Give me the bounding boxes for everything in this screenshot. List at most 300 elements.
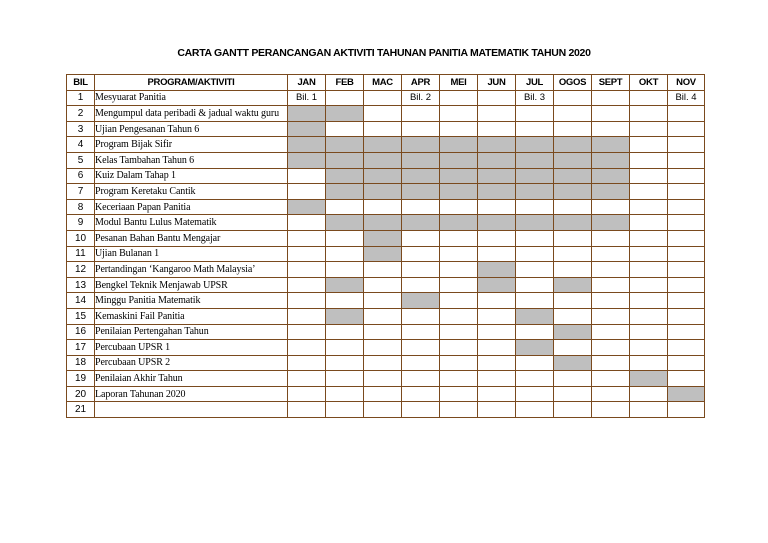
header-row bbox=[67, 75, 705, 91]
table-row bbox=[67, 121, 705, 137]
month-cell: Bil. 1 bbox=[288, 90, 326, 106]
row-number: 21 bbox=[67, 402, 95, 418]
month-cell bbox=[668, 371, 705, 387]
month-cell-scheduled bbox=[440, 152, 478, 168]
month-cell bbox=[554, 199, 592, 215]
month-cell bbox=[630, 152, 668, 168]
row-number: 2 bbox=[67, 106, 95, 122]
row-number: 16 bbox=[67, 324, 95, 340]
gantt-table bbox=[66, 74, 705, 418]
month-cell-scheduled bbox=[516, 184, 554, 200]
month-cell-scheduled bbox=[554, 355, 592, 371]
month-cell bbox=[668, 106, 705, 122]
row-number: 17 bbox=[67, 340, 95, 356]
month-cell bbox=[402, 355, 440, 371]
month-cell-scheduled bbox=[554, 215, 592, 231]
month-cell bbox=[288, 246, 326, 262]
row-number: 18 bbox=[67, 355, 95, 371]
activity-name: Pesanan Bahan Bantu Mengajar bbox=[95, 230, 288, 246]
month-cell-scheduled bbox=[554, 137, 592, 153]
month-cell-scheduled bbox=[554, 324, 592, 340]
month-cell-scheduled bbox=[516, 168, 554, 184]
month-cell bbox=[592, 308, 630, 324]
month-cell bbox=[478, 293, 516, 309]
month-cell bbox=[440, 246, 478, 262]
month-cell bbox=[402, 402, 440, 418]
month-cell bbox=[554, 340, 592, 356]
month-cell-scheduled bbox=[326, 106, 364, 122]
month-cell bbox=[288, 293, 326, 309]
month-cell-scheduled bbox=[516, 215, 554, 231]
month-cell-scheduled bbox=[364, 230, 402, 246]
row-number: 3 bbox=[67, 121, 95, 137]
month-cell bbox=[288, 324, 326, 340]
month-cell-scheduled bbox=[326, 308, 364, 324]
month-cell bbox=[630, 90, 668, 106]
row-number: 20 bbox=[67, 386, 95, 402]
row-number: 7 bbox=[67, 184, 95, 200]
month-cell bbox=[326, 230, 364, 246]
month-cell bbox=[516, 386, 554, 402]
activity-name: Kuiz Dalam Tahap 1 bbox=[95, 168, 288, 184]
month-cell bbox=[326, 324, 364, 340]
header-month-feb: FEB bbox=[326, 75, 364, 91]
month-cell bbox=[592, 355, 630, 371]
month-cell bbox=[402, 262, 440, 278]
month-cell-scheduled bbox=[440, 184, 478, 200]
header-bil: BIL bbox=[67, 75, 95, 91]
activity-name: Percubaan UPSR 1 bbox=[95, 340, 288, 356]
table-row bbox=[67, 168, 705, 184]
table-row bbox=[67, 90, 705, 106]
activity-name: Mengumpul data peribadi & jadual waktu guru bbox=[95, 106, 288, 122]
month-cell-scheduled bbox=[326, 277, 364, 293]
month-cell-scheduled bbox=[478, 168, 516, 184]
month-cell-scheduled bbox=[288, 106, 326, 122]
month-cell bbox=[326, 402, 364, 418]
month-cell-scheduled bbox=[668, 386, 705, 402]
month-cell bbox=[516, 402, 554, 418]
activity-name: Keceriaan Papan Panitia bbox=[95, 199, 288, 215]
row-number: 4 bbox=[67, 137, 95, 153]
month-cell bbox=[630, 386, 668, 402]
month-cell: Bil. 2 bbox=[402, 90, 440, 106]
month-cell-scheduled bbox=[440, 215, 478, 231]
month-cell bbox=[402, 277, 440, 293]
month-cell bbox=[402, 386, 440, 402]
month-cell bbox=[402, 340, 440, 356]
month-cell bbox=[668, 246, 705, 262]
month-cell bbox=[326, 121, 364, 137]
month-cell-scheduled bbox=[592, 137, 630, 153]
month-cell bbox=[478, 246, 516, 262]
month-cell-scheduled bbox=[288, 137, 326, 153]
month-cell bbox=[288, 386, 326, 402]
month-cell bbox=[554, 262, 592, 278]
month-cell-scheduled bbox=[326, 215, 364, 231]
month-cell bbox=[478, 324, 516, 340]
header-month-jan: JAN bbox=[288, 75, 326, 91]
month-cell bbox=[326, 340, 364, 356]
month-cell bbox=[592, 199, 630, 215]
month-cell bbox=[478, 199, 516, 215]
header-month-jun: JUN bbox=[478, 75, 516, 91]
month-cell bbox=[668, 168, 705, 184]
month-cell bbox=[326, 355, 364, 371]
month-cell-scheduled bbox=[364, 246, 402, 262]
month-cell bbox=[630, 215, 668, 231]
month-cell bbox=[516, 262, 554, 278]
month-cell bbox=[592, 90, 630, 106]
month-cell bbox=[326, 371, 364, 387]
month-cell bbox=[592, 230, 630, 246]
month-cell bbox=[288, 215, 326, 231]
month-cell bbox=[402, 246, 440, 262]
month-cell bbox=[364, 199, 402, 215]
activity-name: Modul Bantu Lulus Matematik bbox=[95, 215, 288, 231]
month-cell-scheduled bbox=[592, 152, 630, 168]
table-row bbox=[67, 152, 705, 168]
month-cell-scheduled bbox=[402, 293, 440, 309]
month-cell bbox=[364, 340, 402, 356]
month-cell bbox=[440, 371, 478, 387]
month-cell-scheduled bbox=[516, 308, 554, 324]
month-cell bbox=[554, 386, 592, 402]
month-cell bbox=[630, 355, 668, 371]
row-number: 14 bbox=[67, 293, 95, 309]
header-program: PROGRAM/AKTIVITI bbox=[95, 75, 288, 91]
month-cell bbox=[440, 386, 478, 402]
month-cell bbox=[478, 90, 516, 106]
month-cell bbox=[364, 308, 402, 324]
month-cell bbox=[554, 293, 592, 309]
month-cell bbox=[440, 121, 478, 137]
activity-name: Pertandingan ‘Kangaroo Math Malaysia’ bbox=[95, 262, 288, 278]
month-cell bbox=[668, 293, 705, 309]
month-cell bbox=[288, 308, 326, 324]
month-cell bbox=[516, 293, 554, 309]
month-cell bbox=[668, 402, 705, 418]
month-cell bbox=[440, 308, 478, 324]
activity-name: Penilaian Pertengahan Tahun bbox=[95, 324, 288, 340]
month-cell bbox=[440, 262, 478, 278]
month-cell bbox=[630, 121, 668, 137]
month-cell bbox=[592, 246, 630, 262]
table-row bbox=[67, 277, 705, 293]
table-row bbox=[67, 402, 705, 418]
month-cell bbox=[364, 277, 402, 293]
month-cell bbox=[668, 152, 705, 168]
month-cell bbox=[478, 355, 516, 371]
month-cell bbox=[630, 137, 668, 153]
table-row bbox=[67, 371, 705, 387]
month-cell bbox=[440, 230, 478, 246]
month-cell bbox=[288, 184, 326, 200]
month-cell bbox=[288, 168, 326, 184]
month-cell-scheduled bbox=[592, 168, 630, 184]
month-cell bbox=[288, 277, 326, 293]
month-cell bbox=[554, 90, 592, 106]
month-cell bbox=[630, 324, 668, 340]
month-cell bbox=[592, 106, 630, 122]
activity-name: Ujian Bulanan 1 bbox=[95, 246, 288, 262]
month-cell bbox=[668, 340, 705, 356]
activity-name: Ujian Pengesanan Tahun 6 bbox=[95, 121, 288, 137]
month-cell-scheduled bbox=[288, 121, 326, 137]
month-cell-scheduled bbox=[364, 184, 402, 200]
table-row bbox=[67, 386, 705, 402]
table-row bbox=[67, 340, 705, 356]
month-cell bbox=[516, 371, 554, 387]
month-cell bbox=[440, 199, 478, 215]
month-cell-scheduled bbox=[364, 168, 402, 184]
month-cell bbox=[668, 137, 705, 153]
month-cell bbox=[326, 199, 364, 215]
month-cell bbox=[630, 262, 668, 278]
month-cell bbox=[440, 293, 478, 309]
row-number: 13 bbox=[67, 277, 95, 293]
row-number: 10 bbox=[67, 230, 95, 246]
month-cell-scheduled bbox=[478, 137, 516, 153]
month-cell-scheduled bbox=[402, 152, 440, 168]
row-number: 9 bbox=[67, 215, 95, 231]
month-cell-scheduled bbox=[554, 277, 592, 293]
month-cell-scheduled bbox=[554, 168, 592, 184]
month-cell bbox=[364, 402, 402, 418]
activity-name: Penilaian Akhir Tahun bbox=[95, 371, 288, 387]
month-cell bbox=[554, 230, 592, 246]
month-cell bbox=[440, 324, 478, 340]
row-number: 8 bbox=[67, 199, 95, 215]
gantt-body bbox=[67, 90, 705, 417]
header-month-mac: MAC bbox=[364, 75, 402, 91]
month-cell bbox=[668, 215, 705, 231]
month-cell bbox=[516, 121, 554, 137]
activity-name: Program Bijak Sifir bbox=[95, 137, 288, 153]
month-cell bbox=[592, 402, 630, 418]
month-cell bbox=[478, 340, 516, 356]
month-cell bbox=[516, 277, 554, 293]
header-month-okt: OKT bbox=[630, 75, 668, 91]
row-number: 15 bbox=[67, 308, 95, 324]
month-cell bbox=[668, 277, 705, 293]
month-cell-scheduled bbox=[364, 215, 402, 231]
month-cell bbox=[516, 246, 554, 262]
month-cell bbox=[326, 246, 364, 262]
month-cell-scheduled bbox=[326, 137, 364, 153]
month-cell bbox=[592, 262, 630, 278]
header-month-jul: JUL bbox=[516, 75, 554, 91]
month-cell-scheduled bbox=[630, 371, 668, 387]
month-cell bbox=[668, 262, 705, 278]
month-cell bbox=[630, 199, 668, 215]
month-cell bbox=[440, 355, 478, 371]
month-cell-scheduled bbox=[478, 184, 516, 200]
table-row bbox=[67, 324, 705, 340]
month-cell-scheduled bbox=[364, 152, 402, 168]
month-cell bbox=[630, 340, 668, 356]
month-cell bbox=[668, 199, 705, 215]
month-cell bbox=[402, 371, 440, 387]
month-cell-scheduled bbox=[478, 152, 516, 168]
row-number: 1 bbox=[67, 90, 95, 106]
month-cell bbox=[402, 308, 440, 324]
row-number: 6 bbox=[67, 168, 95, 184]
month-cell bbox=[364, 355, 402, 371]
month-cell-scheduled bbox=[478, 277, 516, 293]
month-cell-scheduled bbox=[440, 137, 478, 153]
month-cell bbox=[402, 121, 440, 137]
month-cell: Bil. 3 bbox=[516, 90, 554, 106]
month-cell bbox=[630, 246, 668, 262]
table-row bbox=[67, 262, 705, 278]
month-cell bbox=[516, 230, 554, 246]
month-cell bbox=[592, 386, 630, 402]
month-cell bbox=[326, 262, 364, 278]
month-cell-scheduled bbox=[326, 184, 364, 200]
table-row bbox=[67, 215, 705, 231]
month-cell-scheduled bbox=[478, 262, 516, 278]
table-row bbox=[67, 184, 705, 200]
month-cell bbox=[288, 230, 326, 246]
month-cell-scheduled bbox=[554, 152, 592, 168]
month-cell bbox=[554, 246, 592, 262]
month-cell bbox=[478, 371, 516, 387]
month-cell bbox=[364, 324, 402, 340]
month-cell bbox=[668, 308, 705, 324]
month-cell-scheduled bbox=[288, 152, 326, 168]
month-cell bbox=[668, 184, 705, 200]
row-number: 5 bbox=[67, 152, 95, 168]
month-cell bbox=[478, 106, 516, 122]
month-cell bbox=[630, 308, 668, 324]
month-cell bbox=[554, 106, 592, 122]
month-cell-scheduled bbox=[516, 340, 554, 356]
month-cell bbox=[402, 106, 440, 122]
row-number: 19 bbox=[67, 371, 95, 387]
month-cell bbox=[478, 121, 516, 137]
month-cell-scheduled bbox=[478, 215, 516, 231]
table-row bbox=[67, 308, 705, 324]
month-cell bbox=[440, 277, 478, 293]
month-cell bbox=[592, 371, 630, 387]
month-cell bbox=[288, 402, 326, 418]
month-cell bbox=[554, 121, 592, 137]
header-month-sept: SEPT bbox=[592, 75, 630, 91]
month-cell bbox=[630, 230, 668, 246]
row-number: 11 bbox=[67, 246, 95, 262]
month-cell bbox=[478, 230, 516, 246]
activity-name: Mesyuarat Panitia bbox=[95, 90, 288, 106]
row-number: 12 bbox=[67, 262, 95, 278]
month-cell bbox=[364, 90, 402, 106]
month-cell bbox=[402, 324, 440, 340]
header-month-ogos: OGOS bbox=[554, 75, 592, 91]
table-row bbox=[67, 293, 705, 309]
month-cell-scheduled bbox=[554, 184, 592, 200]
month-cell bbox=[440, 90, 478, 106]
month-cell bbox=[402, 199, 440, 215]
month-cell bbox=[288, 371, 326, 387]
month-cell bbox=[554, 371, 592, 387]
month-cell bbox=[364, 293, 402, 309]
month-cell bbox=[516, 355, 554, 371]
month-cell bbox=[440, 106, 478, 122]
table-row bbox=[67, 355, 705, 371]
month-cell bbox=[326, 386, 364, 402]
month-cell-scheduled bbox=[440, 168, 478, 184]
month-cell bbox=[440, 340, 478, 356]
month-cell bbox=[402, 230, 440, 246]
month-cell bbox=[592, 293, 630, 309]
month-cell bbox=[554, 308, 592, 324]
month-cell-scheduled bbox=[402, 184, 440, 200]
month-cell bbox=[668, 230, 705, 246]
activity-name: Kemaskini Fail Panitia bbox=[95, 308, 288, 324]
month-cell bbox=[516, 106, 554, 122]
table-row bbox=[67, 199, 705, 215]
month-cell bbox=[592, 277, 630, 293]
month-cell bbox=[668, 121, 705, 137]
month-cell bbox=[478, 386, 516, 402]
table-row bbox=[67, 230, 705, 246]
month-cell bbox=[668, 355, 705, 371]
month-cell bbox=[516, 199, 554, 215]
month-cell bbox=[592, 340, 630, 356]
activity-name bbox=[95, 402, 288, 418]
month-cell-scheduled bbox=[592, 184, 630, 200]
month-cell-scheduled bbox=[326, 152, 364, 168]
month-cell-scheduled bbox=[288, 199, 326, 215]
header-month-nov: NOV bbox=[668, 75, 705, 91]
month-cell bbox=[364, 106, 402, 122]
month-cell bbox=[592, 121, 630, 137]
month-cell bbox=[364, 371, 402, 387]
activity-name: Kelas Tambahan Tahun 6 bbox=[95, 152, 288, 168]
activity-name: Bengkel Teknik Menjawab UPSR bbox=[95, 277, 288, 293]
month-cell: Bil. 4 bbox=[668, 90, 705, 106]
activity-name: Minggu Panitia Matematik bbox=[95, 293, 288, 309]
month-cell bbox=[288, 340, 326, 356]
month-cell-scheduled bbox=[516, 152, 554, 168]
month-cell bbox=[630, 168, 668, 184]
activity-name: Percubaan UPSR 2 bbox=[95, 355, 288, 371]
activity-name: Program Keretaku Cantik bbox=[95, 184, 288, 200]
month-cell bbox=[288, 355, 326, 371]
month-cell bbox=[326, 293, 364, 309]
month-cell bbox=[326, 90, 364, 106]
month-cell bbox=[668, 324, 705, 340]
header-month-mei: MEI bbox=[440, 75, 478, 91]
month-cell-scheduled bbox=[516, 137, 554, 153]
month-cell-scheduled bbox=[592, 215, 630, 231]
table-row bbox=[67, 246, 705, 262]
month-cell bbox=[478, 402, 516, 418]
table-row bbox=[67, 106, 705, 122]
page-title: CARTA GANTT PERANCANGAN AKTIVITI TAHUNAN PANITIA MATEMATIK TAHUN 2020 bbox=[177, 47, 591, 59]
month-cell bbox=[364, 386, 402, 402]
month-cell bbox=[288, 262, 326, 278]
month-cell bbox=[478, 308, 516, 324]
month-cell bbox=[364, 262, 402, 278]
month-cell bbox=[630, 402, 668, 418]
month-cell-scheduled bbox=[402, 168, 440, 184]
activity-name: Laporan Tahunan 2020 bbox=[95, 386, 288, 402]
month-cell bbox=[592, 324, 630, 340]
header-month-apr: APR bbox=[402, 75, 440, 91]
month-cell bbox=[630, 106, 668, 122]
month-cell bbox=[630, 293, 668, 309]
